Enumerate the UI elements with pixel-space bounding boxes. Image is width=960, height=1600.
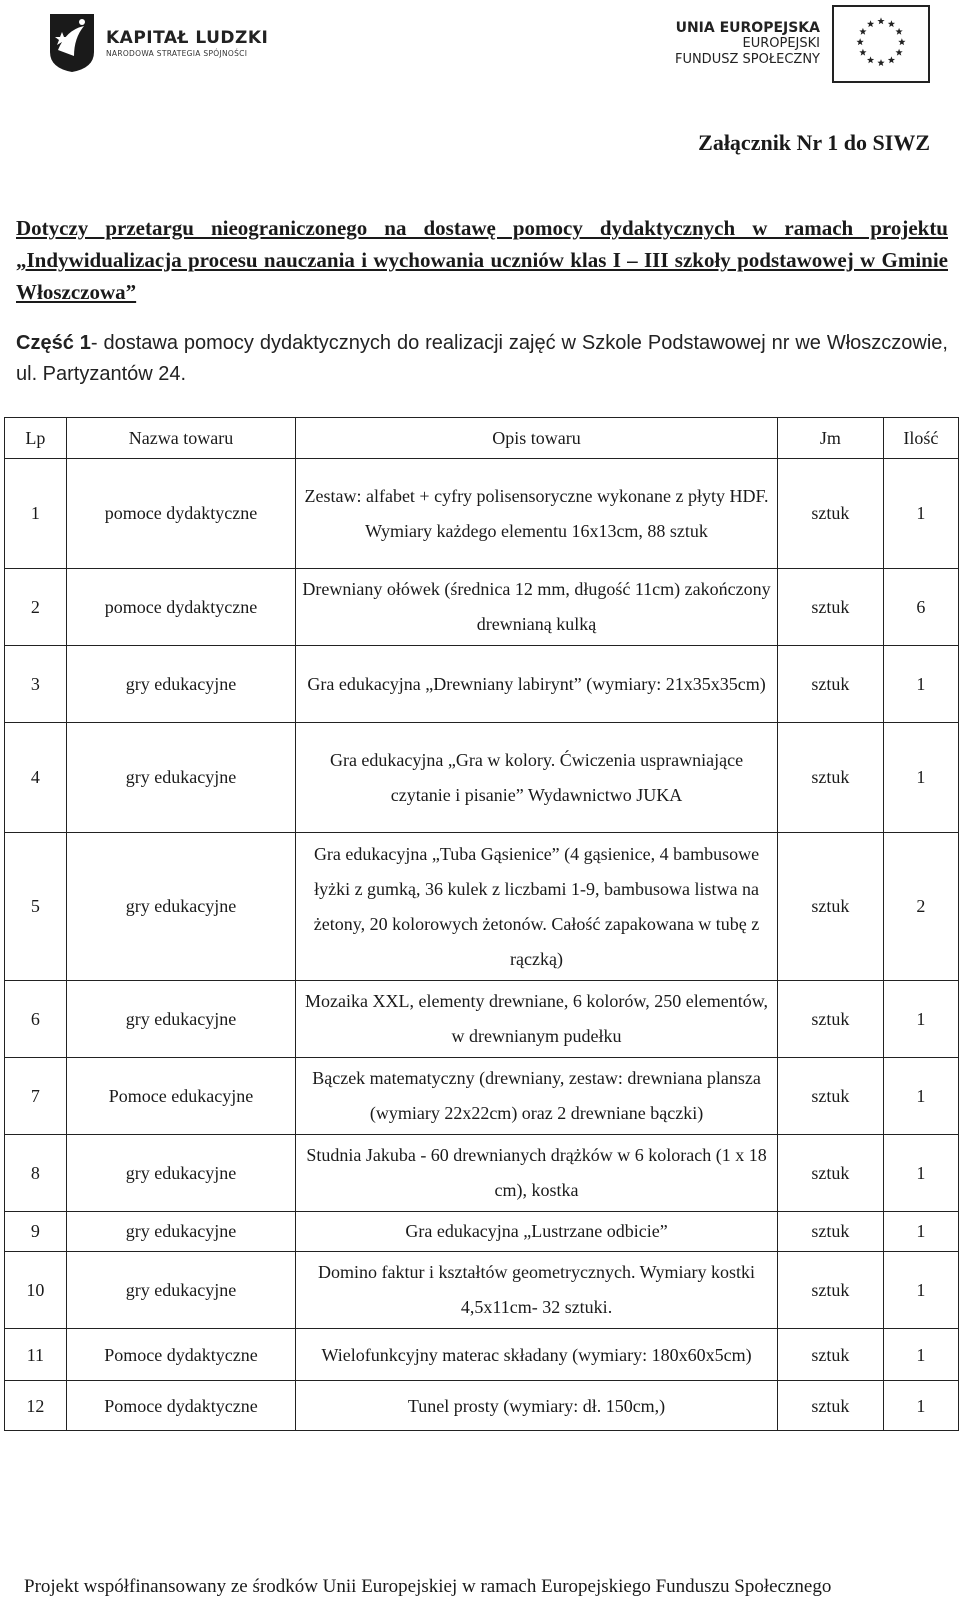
table-header-row: [5, 418, 959, 459]
header-name: Nazwa towaru: [66, 418, 295, 459]
cell-qty: 1: [883, 1135, 958, 1212]
footer-note: Projekt współfinansowany ze środków Unii Europejskiej w ramach Europejskiego Funduszu Społecznego: [24, 1576, 832, 1597]
cell-desc: Domino faktur i kształtów geometrycznych. Wymiary kostki 4,5x11cm- 32 sztuki.: [296, 1252, 778, 1329]
cell-lp: 6: [5, 981, 67, 1058]
part-text: - dostawa pomocy dydaktycznych do realizacji zajęć w Szkole Podstawowej nr we Włoszczowie, ul. Partyzantów 24.: [16, 332, 948, 385]
cell-qty: 6: [883, 569, 958, 646]
table-row: [5, 723, 959, 833]
cell-desc: Studnia Jakuba - 60 drewnianych drążków w 6 kolorach (1 x 18 cm), kostka: [296, 1135, 778, 1212]
table-row: [5, 1252, 959, 1329]
header-jm: Jm: [777, 418, 883, 459]
table-row: [5, 646, 959, 723]
cell-desc: Mozaika XXL, elementy drewniane, 6 kolorów, 250 elementów, w drewnianym pudełku: [296, 981, 778, 1058]
cell-jm: sztuk: [777, 1381, 883, 1431]
table-row: [5, 569, 959, 646]
eu-star-icon: [888, 56, 895, 63]
cell-qty: 1: [883, 981, 958, 1058]
cell-desc: Gra edukacyjna „Drewniany labirynt” (wymiary: 21x35x35cm): [296, 646, 778, 723]
cell-desc: Bączek matematyczny (drewniany, zestaw: drewniana plansza (wymiary 22x22cm) oraz 2 drewniane bączki): [296, 1058, 778, 1135]
cell-jm: sztuk: [777, 1329, 883, 1381]
cell-lp: 4: [5, 723, 67, 833]
cell-lp: 1: [5, 459, 67, 569]
cell-lp: 7: [5, 1058, 67, 1135]
cell-desc: Gra edukacyjna „Tuba Gąsienice” (4 gąsienice, 4 bambusowe łyżki z gumką, 36 kulek z liczbami 1-9, bambusowa listwa na żetony, 20 kolorowych żetonów. Całość zapakowana w tubę z rączką): [296, 833, 778, 981]
cell-jm: sztuk: [777, 723, 883, 833]
cell-desc: Gra edukacyjna „Lustrzane odbicie”: [296, 1212, 778, 1252]
eu-star-icon: [867, 56, 874, 63]
cell-qty: 1: [883, 723, 958, 833]
kapital-ludzki-logo: [44, 12, 284, 74]
eu-star-icon: [888, 20, 895, 27]
cell-jm: sztuk: [777, 646, 883, 723]
cell-qty: 1: [883, 1381, 958, 1431]
cell-name: gry edukacyjne: [66, 646, 295, 723]
eu-star-icon: [867, 20, 874, 27]
cell-name: pomoce dydaktyczne: [66, 569, 295, 646]
cell-name: gry edukacyjne: [66, 833, 295, 981]
cell-name: gry edukacyjne: [66, 1252, 295, 1329]
cell-jm: sztuk: [777, 1212, 883, 1252]
header-lp: Lp: [5, 418, 67, 459]
cell-qty: 1: [883, 646, 958, 723]
cell-desc: Zestaw: alfabet + cyfry polisensoryczne wykonane z płyty HDF. Wymiary każdego elementu 16x13cm, 88 sztuk: [296, 459, 778, 569]
cell-lp: 2: [5, 569, 67, 646]
eu-star-icon: [857, 38, 864, 45]
table-row: [5, 1381, 959, 1431]
cell-qty: 1: [883, 1252, 958, 1329]
cell-qty: 2: [883, 833, 958, 981]
table-row: [5, 459, 959, 569]
eu-star-icon: [895, 49, 902, 56]
cell-desc: Drewniany ołówek (średnica 12 mm, długość 11cm) zakończony drewnianą kulką: [296, 569, 778, 646]
cell-name: gry edukacyjne: [66, 1135, 295, 1212]
cell-name: pomoce dydaktyczne: [66, 459, 295, 569]
kl-title: KAPITAŁ LUDZKI: [106, 28, 269, 48]
table-row: [5, 1329, 959, 1381]
part-label: Część 1: [16, 332, 91, 354]
cell-desc: Wielofunkcyjny materac składany (wymiary: 180x60x5cm): [296, 1329, 778, 1381]
cell-jm: sztuk: [777, 1135, 883, 1212]
cell-lp: 9: [5, 1212, 67, 1252]
header-desc: Opis towaru: [296, 418, 778, 459]
cell-qty: 1: [883, 459, 958, 569]
cell-desc: Tunel prosty (wymiary: dł. 150cm,): [296, 1381, 778, 1431]
cell-qty: 1: [883, 1058, 958, 1135]
eu-star-icon: [898, 38, 905, 45]
cell-jm: sztuk: [777, 981, 883, 1058]
cell-jm: sztuk: [777, 459, 883, 569]
cell-lp: 8: [5, 1135, 67, 1212]
eu-star-icon: [877, 17, 884, 24]
table-row: [5, 833, 959, 981]
cell-name: gry edukacyjne: [66, 1212, 295, 1252]
cell-qty: 1: [883, 1212, 958, 1252]
table-row: [5, 1135, 959, 1212]
table-row: [5, 981, 959, 1058]
header-qty: Ilość: [883, 418, 958, 459]
cell-name: gry edukacyjne: [66, 981, 295, 1058]
table-row: [5, 1212, 959, 1252]
part-description: [16, 328, 948, 390]
cell-lp: 10: [5, 1252, 67, 1329]
eu-star-icon: [877, 59, 884, 66]
eu-star-icon: [859, 28, 866, 35]
cell-lp: 5: [5, 833, 67, 981]
cell-desc: Gra edukacyjna „Gra w kolory. Ćwiczenia usprawniające czytanie i pisanie” Wydawnictwo JUKA: [296, 723, 778, 833]
annex-title: Załącznik Nr 1 do SIWZ: [698, 130, 930, 155]
cell-jm: sztuk: [777, 1252, 883, 1329]
cell-name: Pomoce dydaktyczne: [66, 1381, 295, 1431]
eu-star-icon: [895, 28, 902, 35]
eu-star-icon: [859, 49, 866, 56]
items-table: [4, 417, 959, 1431]
tender-intro: Dotyczy przetargu nieograniczonego na dostawę pomocy dydaktycznych w ramach projektu „Indywidualizacja procesu nauczania i wychowania uczniów klas I – III szkoły podstawowej w Gminie Włoszczowa”: [16, 216, 948, 304]
cell-lp: 11: [5, 1329, 67, 1381]
eu-line-3: FUNDUSZ SPOŁECZNY: [674, 52, 820, 67]
kl-subtitle: NARODOWA STRATEGIA SPÓJNOŚCI: [106, 49, 248, 58]
kapital-ludzki-emblem-icon: [44, 12, 98, 74]
eu-flag-icon: [832, 5, 930, 83]
cell-name: Pomoce dydaktyczne: [66, 1329, 295, 1381]
cell-name: gry edukacyjne: [66, 723, 295, 833]
eu-line-2: EUROPEJSKI: [742, 36, 820, 51]
cell-jm: sztuk: [777, 833, 883, 981]
table-row: [5, 1058, 959, 1135]
cell-lp: 12: [5, 1381, 67, 1431]
cell-lp: 3: [5, 646, 67, 723]
eu-line-1: UNIA EUROPEJSKA: [675, 20, 820, 36]
cell-jm: sztuk: [777, 569, 883, 646]
cell-qty: 1: [883, 1329, 958, 1381]
eu-logo: [675, 4, 930, 84]
cell-name: Pomoce edukacyjne: [66, 1058, 295, 1135]
cell-jm: sztuk: [777, 1058, 883, 1135]
